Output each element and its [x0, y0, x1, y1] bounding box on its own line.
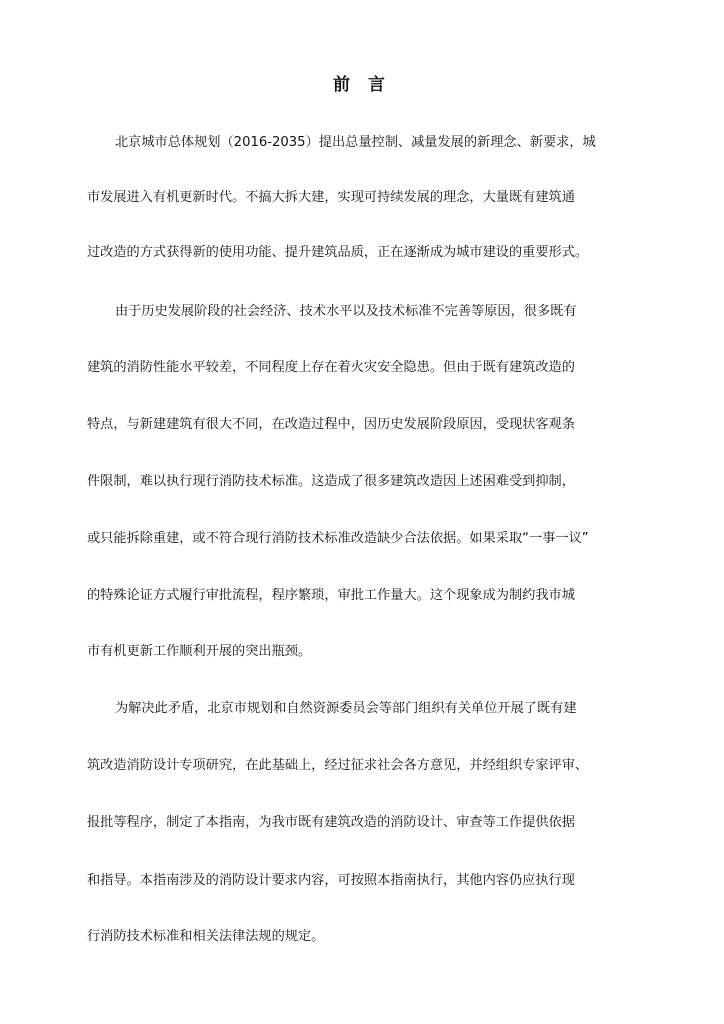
paragraph-3-line-1: 为解决此矛盾，北京市规划和自然资源委员会等部门组织有关单位开展了既有建: [115, 701, 577, 716]
paragraph-2-line-3: 特点，与新建建筑有很大不同，在改造过程中，因历史发展阶段原因，受现状客观条: [87, 417, 575, 432]
paragraph-2-line-4: 件限制，难以执行现行消防技术标准。这造成了很多建筑改造因上述困难受到抑制，: [87, 474, 575, 489]
page-title: 前 言: [333, 75, 391, 95]
paragraph-2-line-1: 由于历史发展阶段的社会经济、技术水平以及技术标准不完善等原因，很多既有: [115, 304, 577, 319]
paragraph-1-line-3: 过改造的方式获得新的使用功能、提升建筑品质，正在逐渐成为城市建设的重要形式。: [87, 245, 589, 260]
paragraph-2-line-6: 的特殊论证方式履行审批流程，程序繁琐，审批工作量大。这个现象成为制约我市城: [87, 588, 575, 603]
paragraph-3-line-3: 报批等程序，制定了本指南，为我市既有建筑改造的消防设计、审查等工作提供依据: [87, 815, 575, 830]
paragraph-1-line-1: 北京城市总体规划（2016-2035）提出总量控制、减量发展的新理念、新要求，城: [115, 135, 596, 150]
paragraph-1-line-2: 市发展进入有机更新时代。不搞大拆大建，实现可持续发展的理念，大量既有建筑通: [87, 190, 575, 205]
paragraph-2-line-7: 市有机更新工作顺利开展的突出瓶颈。: [87, 644, 312, 659]
paragraph-2-line-2: 建筑的消防性能水平较差，不同程度上存在着火灾安全隐患。但由于既有建筑改造的: [87, 360, 575, 375]
paragraph-3-line-5: 行消防技术标准和相关法律法规的规定。: [87, 929, 325, 944]
paragraph-3-line-2: 筑改造消防设计专项研究，在此基础上，经过征求社会各方意见，并经组织专家评审、: [87, 758, 589, 773]
paragraph-2-line-5: 或只能拆除重建，或不符合现行消防技术标准改造缺少合法依据。如果采取“一事一议”: [87, 531, 589, 546]
paragraph-3-line-4: 和指导。本指南涉及的消防设计要求内容，可按照本指南执行，其他内容仍应执行现: [87, 873, 575, 888]
